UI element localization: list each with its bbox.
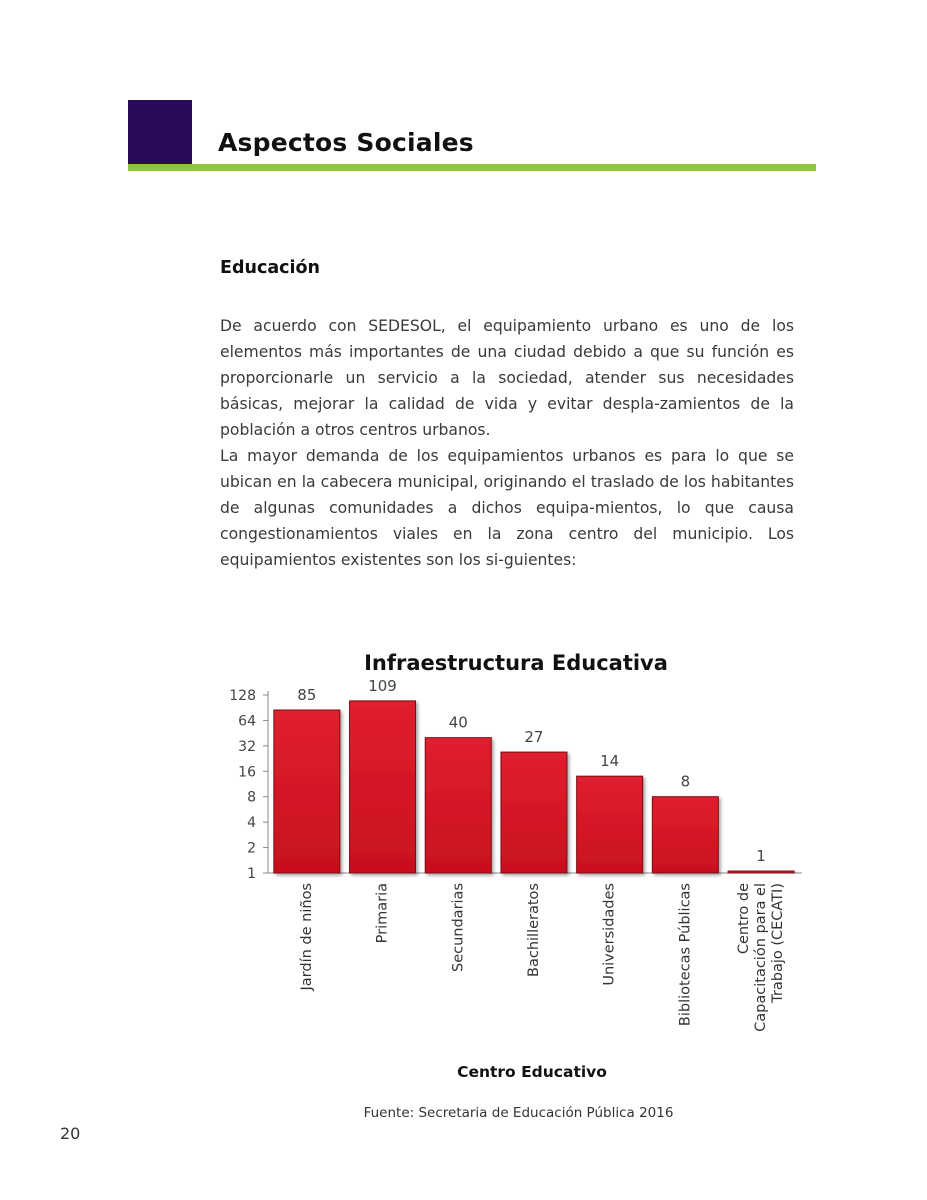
x-tick-label: Universidades: [601, 883, 618, 986]
data-label: 40: [448, 713, 468, 732]
bar: [577, 776, 643, 873]
y-tick-label: 64: [238, 713, 256, 730]
data-label: 1: [756, 847, 766, 865]
x-tick-label: Centro de: [736, 883, 753, 955]
x-tick-label: Bachilleratos: [525, 883, 542, 977]
y-tick-label: 2: [247, 840, 256, 857]
y-tick-label: 32: [238, 738, 256, 755]
bar: [274, 710, 340, 873]
y-tick-label: 1: [247, 866, 256, 882]
x-axis-title: Centro Educativo: [457, 1063, 607, 1081]
paragraph: La mayor demanda de los equipamientos urbanos es para lo que se ubican en la cabecera municipal, originando el traslado de los habitantes de algunas comunidades a dichos equipa-mientos, lo que causa congestionamientos viales en la zona centro del municipio. Los equipamientos existentes son los si-guientes:: [220, 447, 794, 569]
y-tick-label: 4: [247, 815, 256, 832]
chart-title: Infraestructura Educativa: [364, 651, 668, 675]
data-label: 14: [600, 752, 620, 771]
bar: [728, 871, 794, 873]
bar: [425, 738, 491, 873]
data-label: 8: [680, 772, 691, 791]
bar: [501, 752, 567, 873]
x-tick-label: Jardín de niños: [298, 883, 315, 991]
x-tick-label: Bibliotecas Públicas: [677, 883, 694, 1027]
page-number: 20: [60, 1124, 81, 1143]
x-tick-label: Primaria: [374, 883, 391, 944]
data-label: 109: [368, 676, 397, 695]
y-tick-label: 8: [247, 789, 256, 806]
x-tick-label: Secundarias: [450, 883, 467, 972]
data-label: 85: [297, 686, 317, 705]
bar: [652, 797, 718, 873]
x-tick-label: Trabajo (CECATI): [770, 883, 787, 1003]
y-tick-label: 16: [238, 764, 256, 781]
y-tick-label: 128: [229, 688, 256, 704]
sub-heading: Educación: [220, 258, 320, 278]
x-tick-label: Capacitación para el: [753, 883, 770, 1032]
paragraph: De acuerdo con SEDESOL, el equipamiento urbano es uno de los elementos más importantes de una ciudad debido a que su función es proporcionarle un servicio a la sociedad, atender sus necesidades básicas, mejorar la calidad de vida y evitar despla-zamientos de la población a otros centros urbanos.: [220, 317, 794, 439]
section-title: Aspectos Sociales: [218, 128, 474, 157]
data-label: 27: [524, 728, 544, 747]
bar: [350, 701, 416, 873]
chart-source-caption: Fuente: Secretaria de Educación Pública 2016: [363, 1105, 674, 1121]
